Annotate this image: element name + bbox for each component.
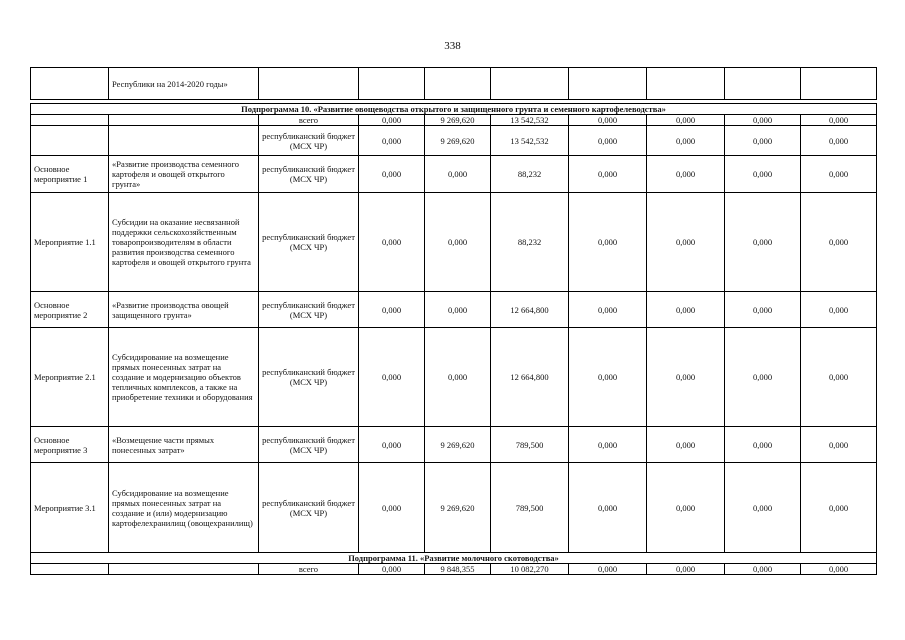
table-row	[31, 427, 877, 463]
funding-source-cell: республиканский бюджет (МСХ ЧР)	[259, 156, 359, 193]
amount-cell	[491, 68, 569, 100]
amount-cell	[725, 68, 801, 100]
amount-cell: 0,000	[725, 328, 801, 427]
amount-cell: 0,000	[569, 463, 647, 553]
measure-name-cell: Мероприятие 3.1	[31, 463, 109, 553]
measure-description-cell: «Возмещение части прямых понесенных затрат»	[109, 427, 259, 463]
amount-cell: 0,000	[801, 292, 877, 328]
amount-cell: 0,000	[359, 292, 425, 328]
amount-cell: 13 542,532	[491, 126, 569, 156]
amount-cell: 0,000	[801, 328, 877, 427]
amount-cell: 0,000	[359, 156, 425, 193]
amount-cell: 0,000	[725, 427, 801, 463]
amount-cell	[569, 68, 647, 100]
funding-source-cell: республиканский бюджет (МСХ ЧР)	[259, 126, 359, 156]
funding-source-cell: республиканский бюджет (МСХ ЧР)	[259, 292, 359, 328]
subprogram-title-row	[31, 553, 877, 564]
table-row	[31, 126, 877, 156]
amount-cell: 0,000	[801, 115, 877, 126]
amount-cell: 0,000	[801, 156, 877, 193]
amount-cell: 0,000	[801, 126, 877, 156]
measure-description-cell: Субсидирование на возмещение прямых понесенных затрат на создание и (или) модернизацию картофелехранилищ (овощехранилищ)	[109, 463, 259, 553]
amount-cell: 0,000	[569, 427, 647, 463]
amount-cell: 0,000	[569, 126, 647, 156]
amount-cell: 9 269,620	[425, 115, 491, 126]
amount-cell: 12 664,800	[491, 292, 569, 328]
amount-cell: 0,000	[725, 564, 801, 575]
measure-description-cell: «Развитие производства овощей защищенного грунта»	[109, 292, 259, 328]
amount-cell: 0,000	[359, 126, 425, 156]
amount-cell: 0,000	[725, 156, 801, 193]
measure-name-cell: Мероприятие 1.1	[31, 193, 109, 292]
funding-source-cell	[259, 68, 359, 100]
funding-source-cell: всего	[259, 115, 359, 126]
amount-cell: 0,000	[725, 463, 801, 553]
amount-cell	[801, 68, 877, 100]
amount-cell: 0,000	[425, 156, 491, 193]
subprogram-title-row	[31, 104, 877, 115]
measure-name-cell	[31, 115, 109, 126]
amount-cell: 0,000	[359, 463, 425, 553]
measure-description-cell: Субсидии на оказание несвязанной поддержки сельскохозяйственным товаропроизводителям в области развития производства семенного картофеля и овощей открытого грунта	[109, 193, 259, 292]
amount-cell: 0,000	[569, 328, 647, 427]
amount-cell: 0,000	[647, 126, 725, 156]
measure-name-cell: Основное мероприятие 1	[31, 156, 109, 193]
amount-cell: 0,000	[647, 564, 725, 575]
measure-description-cell: «Развитие производства семенного картофеля и овощей открытого грунта»	[109, 156, 259, 193]
measure-description-cell	[109, 115, 259, 126]
amount-cell: 0,000	[359, 564, 425, 575]
amount-cell: 0,000	[359, 328, 425, 427]
amount-cell: 0,000	[647, 328, 725, 427]
measure-description-cell: Республики на 2014-2020 годы»	[109, 68, 259, 100]
measure-name-cell: Основное мероприятие 2	[31, 292, 109, 328]
table-row	[31, 292, 877, 328]
amount-cell	[359, 68, 425, 100]
amount-cell: 789,500	[491, 427, 569, 463]
funding-source-cell: республиканский бюджет (МСХ ЧР)	[259, 328, 359, 427]
amount-cell: 0,000	[801, 463, 877, 553]
amount-cell: 0,000	[801, 193, 877, 292]
amount-cell: 10 082,270	[491, 564, 569, 575]
amount-cell: 0,000	[647, 427, 725, 463]
amount-cell: 0,000	[725, 193, 801, 292]
amount-cell: 88,232	[491, 193, 569, 292]
table-row	[31, 156, 877, 193]
amount-cell: 9 269,620	[425, 126, 491, 156]
amount-cell: 0,000	[725, 115, 801, 126]
amount-cell: 0,000	[647, 463, 725, 553]
budget-table	[30, 67, 877, 575]
amount-cell: 0,000	[569, 564, 647, 575]
amount-cell: 0,000	[359, 115, 425, 126]
measure-description-cell: Субсидирование на возмещение прямых понесенных затрат на создание и модернизацию объектов тепличных комплексов, а также на приобретение техники и оборудования	[109, 328, 259, 427]
table-row	[31, 68, 877, 100]
amount-cell	[647, 68, 725, 100]
page-number: 338	[444, 40, 461, 52]
amount-cell: 0,000	[647, 156, 725, 193]
amount-cell: 0,000	[801, 564, 877, 575]
amount-cell: 0,000	[425, 292, 491, 328]
amount-cell: 12 664,800	[491, 328, 569, 427]
table-body	[31, 68, 877, 575]
measure-name-cell: Основное мероприятие 3	[31, 427, 109, 463]
amount-cell: 0,000	[801, 427, 877, 463]
amount-cell: 0,000	[569, 115, 647, 126]
amount-cell	[425, 68, 491, 100]
funding-source-cell: всего	[259, 564, 359, 575]
measure-name-cell	[31, 126, 109, 156]
measure-name-cell	[31, 68, 109, 100]
amount-cell: 0,000	[359, 193, 425, 292]
amount-cell: 0,000	[425, 193, 491, 292]
amount-cell: 0,000	[725, 292, 801, 328]
table-row	[31, 564, 877, 575]
amount-cell: 0,000	[569, 193, 647, 292]
measure-name-cell: Мероприятие 2.1	[31, 328, 109, 427]
measure-description-cell	[109, 126, 259, 156]
amount-cell: 9 269,620	[425, 463, 491, 553]
amount-cell: 0,000	[569, 292, 647, 328]
table-row	[31, 115, 877, 126]
funding-source-cell: республиканский бюджет (МСХ ЧР)	[259, 193, 359, 292]
subprogram-title: Подпрограмма 11. «Развитие молочного скотоводства»	[31, 553, 877, 564]
table-row	[31, 463, 877, 553]
subprogram-title: Подпрограмма 10. «Развитие овощеводства открытого и защищенного грунта и семенного картофелеводства»	[31, 104, 877, 115]
funding-source-cell: республиканский бюджет (МСХ ЧР)	[259, 427, 359, 463]
amount-cell: 13 542,532	[491, 115, 569, 126]
measure-description-cell	[109, 564, 259, 575]
amount-cell: 9 848,355	[425, 564, 491, 575]
amount-cell: 9 269,620	[425, 427, 491, 463]
amount-cell: 0,000	[647, 193, 725, 292]
amount-cell: 789,500	[491, 463, 569, 553]
table-row	[31, 193, 877, 292]
table-row	[31, 328, 877, 427]
amount-cell: 0,000	[425, 328, 491, 427]
amount-cell: 0,000	[569, 156, 647, 193]
measure-name-cell	[31, 564, 109, 575]
amount-cell: 0,000	[647, 292, 725, 328]
amount-cell: 88,232	[491, 156, 569, 193]
amount-cell: 0,000	[725, 126, 801, 156]
amount-cell: 0,000	[359, 427, 425, 463]
amount-cell: 0,000	[647, 115, 725, 126]
funding-source-cell: республиканский бюджет (МСХ ЧР)	[259, 463, 359, 553]
